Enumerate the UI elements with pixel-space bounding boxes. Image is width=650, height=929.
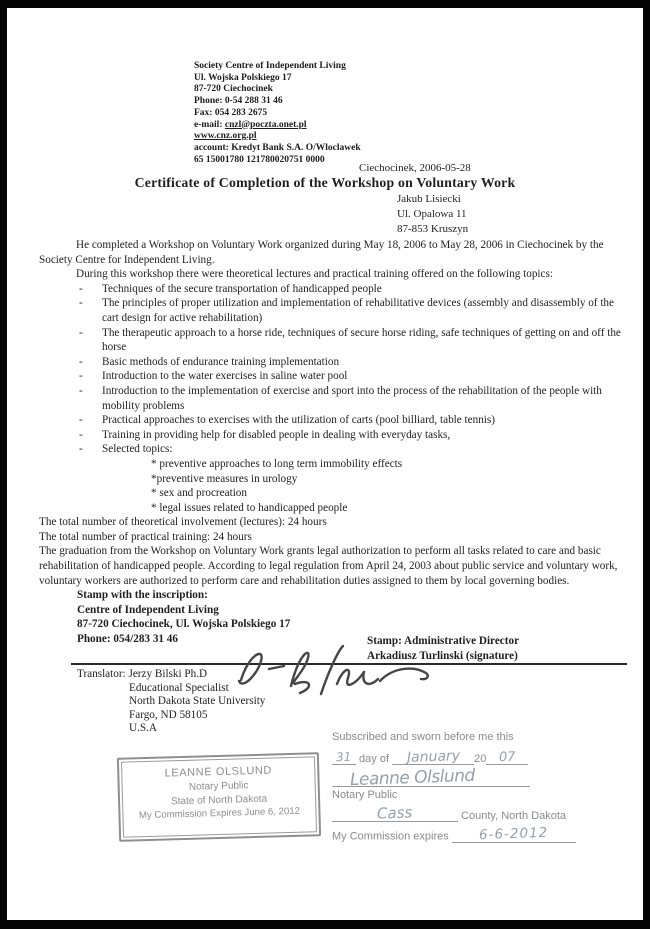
- handwritten-year: 07: [498, 749, 516, 766]
- email-address: cnzl@poczta.onet.pl: [224, 119, 307, 130]
- topic-text: Selected topics:: [102, 443, 173, 456]
- letterhead-email-line: [194, 120, 361, 132]
- total-theoretical: The total number of theoretical involvement (lectures): 24 hours: [39, 516, 327, 529]
- notary-form: [332, 731, 587, 843]
- bullet-dash: -: [79, 414, 83, 427]
- commission-line: [332, 824, 587, 844]
- topic-item: [39, 355, 627, 370]
- letterhead: [194, 61, 361, 166]
- topic-item: [39, 326, 627, 355]
- letterhead-account: account: Kredyt Bank S.A. O/Wloclawek: [194, 142, 361, 153]
- document-title: Certificate of Completion of the Workshop on Voluntary Work: [134, 175, 516, 190]
- email-label: e-mail:: [194, 119, 225, 130]
- notary-stamp-state: State of North Dakota: [170, 793, 268, 807]
- bullet-dash: -: [79, 297, 83, 310]
- topics-list: [39, 282, 627, 457]
- letterhead-phone: Phone: 0-54 288 31 46: [194, 96, 283, 107]
- day-of-label: day of: [356, 753, 393, 765]
- director-stamp-line1: Stamp: Administrative Director: [367, 635, 520, 647]
- translator-university: North Dakota State University: [129, 695, 266, 708]
- bullet-dash: -: [79, 355, 83, 368]
- topic-item: [39, 442, 627, 457]
- stamp-inscription-block: [77, 588, 627, 646]
- recipient-street: Ul. Opalowa 11: [397, 207, 467, 220]
- topic-text: Basic methods of endurance training implementation: [102, 355, 340, 368]
- paragraph-completion: He completed a Workshop on Voluntary Work organized during May 18, 2006 to May 28, 2006 in Ciechocinek by the Society Centre for Independent Living.: [39, 239, 604, 266]
- letterhead-street: Ul. Wojska Polskiego 17: [194, 72, 292, 83]
- bullet-dash: -: [79, 282, 83, 295]
- topic-item: [39, 428, 627, 443]
- date-fill-line: [332, 750, 587, 765]
- county-blank: [332, 803, 458, 823]
- topic-text: The therapeutic approach to a horse ride, techniques of secure horse riding, safe techniques of getting on and off the horse: [102, 326, 621, 354]
- certificate-body: [39, 238, 627, 647]
- topic-item: [39, 384, 627, 413]
- notary-rubber-stamp: [117, 752, 321, 842]
- month-blank: [392, 750, 474, 765]
- handwritten-day: 31: [336, 749, 352, 765]
- handwritten-month: January: [406, 748, 460, 766]
- commission-label: My Commission expires: [332, 830, 452, 843]
- topic-item: [39, 282, 627, 297]
- notary-signature-line: [332, 765, 587, 791]
- director-stamp-line2: Arkadiusz Turlinski (signature): [367, 649, 518, 662]
- stamp-inscription-address: 87-720 Ciechocinek, Ul. Wojska Polskiego 17: [77, 618, 291, 631]
- letterhead-city: 87-720 Ciechocinek: [194, 84, 273, 95]
- translator-name: Translator: Jerzy Bilski Ph.D: [77, 668, 208, 680]
- subtopic-item: * sex and procreation: [151, 487, 247, 500]
- letterhead-org: Society Centre of Independent Living: [194, 61, 346, 71]
- topic-text: Training in providing help for disabled people in dealing with everyday tasks,: [102, 428, 451, 441]
- recipient-name: Jakub Lisiecki: [397, 193, 461, 205]
- signature-blank: [332, 765, 530, 791]
- handwritten-commission-date: 6-6-2012: [478, 824, 549, 844]
- total-practical: The total number of practical training: 24 hours: [39, 530, 252, 543]
- county-label: County, North Dakota: [458, 810, 567, 822]
- topic-item: [39, 296, 627, 325]
- subtopic-item: * preventive approaches to long term immobility effects: [151, 457, 403, 470]
- paragraph-graduation: The graduation from the Workshop on Voluntary Work grants legal authorization to perform all tasks related to care and basic rehabilitation of handicapped people. According to legal regulation from April 24, 2003 about public service and voluntary work, voluntary workers are authorized to perform care and rehabilitation duties assigned to them by local governing bodies.: [39, 545, 618, 587]
- sworn-statement-line: Subscribed and sworn before me this: [332, 731, 514, 743]
- letterhead-fax: Fax: 054 283 2675: [194, 107, 268, 118]
- bullet-dash: -: [79, 384, 83, 397]
- handwritten-notary-signature: Leanne Olslund: [349, 765, 476, 791]
- recipient-address: [397, 192, 468, 236]
- translator-signature-scrawl: [225, 642, 440, 704]
- letterhead-website: www.cnz.org.pl: [194, 131, 257, 142]
- bullet-dash: -: [79, 428, 83, 441]
- bullet-dash: -: [79, 326, 83, 339]
- place-and-date: Ciechocinek, 2006-05-28: [359, 162, 471, 174]
- bullet-dash: -: [79, 443, 83, 456]
- topic-text: Techniques of the secure transportation of handicapped people: [102, 282, 382, 295]
- topic-item: [39, 413, 627, 428]
- translator-title: Educational Specialist: [129, 681, 229, 694]
- commission-date-blank: [452, 824, 576, 844]
- paragraph-workshop-intro: During this workshop there were theoretical lectures and practical training offered on the following topics:: [76, 268, 553, 281]
- notary-stamp-name: LEANNE OLSLUND: [164, 764, 273, 780]
- subtopic-item: *preventive measures in urology: [151, 472, 298, 485]
- topic-text: Introduction to the water exercises in saline water pool: [102, 370, 348, 383]
- county-line: [332, 803, 587, 823]
- day-blank: [332, 751, 356, 765]
- notary-stamp-expiry: My Commission Expires June 6, 2012: [138, 806, 301, 822]
- handwritten-county: Cass: [377, 803, 413, 823]
- translator-country: U.S.A: [129, 722, 157, 735]
- subtopics-list: [39, 457, 627, 515]
- translator-city: Fargo, ND 58105: [129, 708, 208, 721]
- letterhead-account-number: 65 15001780 121780020751 0000: [194, 154, 325, 165]
- stamp-inscription-label: Stamp with the inscription:: [77, 589, 208, 602]
- stamp-inscription-org: Centre of Independent Living: [77, 603, 219, 616]
- topic-text: The principles of proper utilization and implementation of rehabilitative devices (assembly and disassembly of the cart design for active rehabilitation): [102, 297, 614, 324]
- notary-public-label: Notary Public: [332, 789, 398, 801]
- subtopic-item: * legal issues related to handicapped people: [151, 501, 348, 514]
- year-blank: [486, 751, 528, 765]
- topic-text: Introduction to the implementation of exercise and sport into the process of the rehabilitation of the people with mobility problems: [102, 384, 602, 412]
- topic-item: [39, 369, 627, 384]
- topic-text: Practical approaches to exercises with the utilization of carts (pool billiard, table tennis): [102, 414, 495, 427]
- recipient-city: 87-853 Kruszyn: [397, 222, 469, 235]
- bullet-dash: -: [79, 370, 83, 383]
- notary-rubber-stamp-inner: [121, 756, 317, 837]
- stamp-inscription-phone: Phone: 054/283 31 46: [77, 633, 178, 646]
- notary-stamp-title: Notary Public: [188, 779, 249, 793]
- year-prefix: 20: [474, 753, 487, 765]
